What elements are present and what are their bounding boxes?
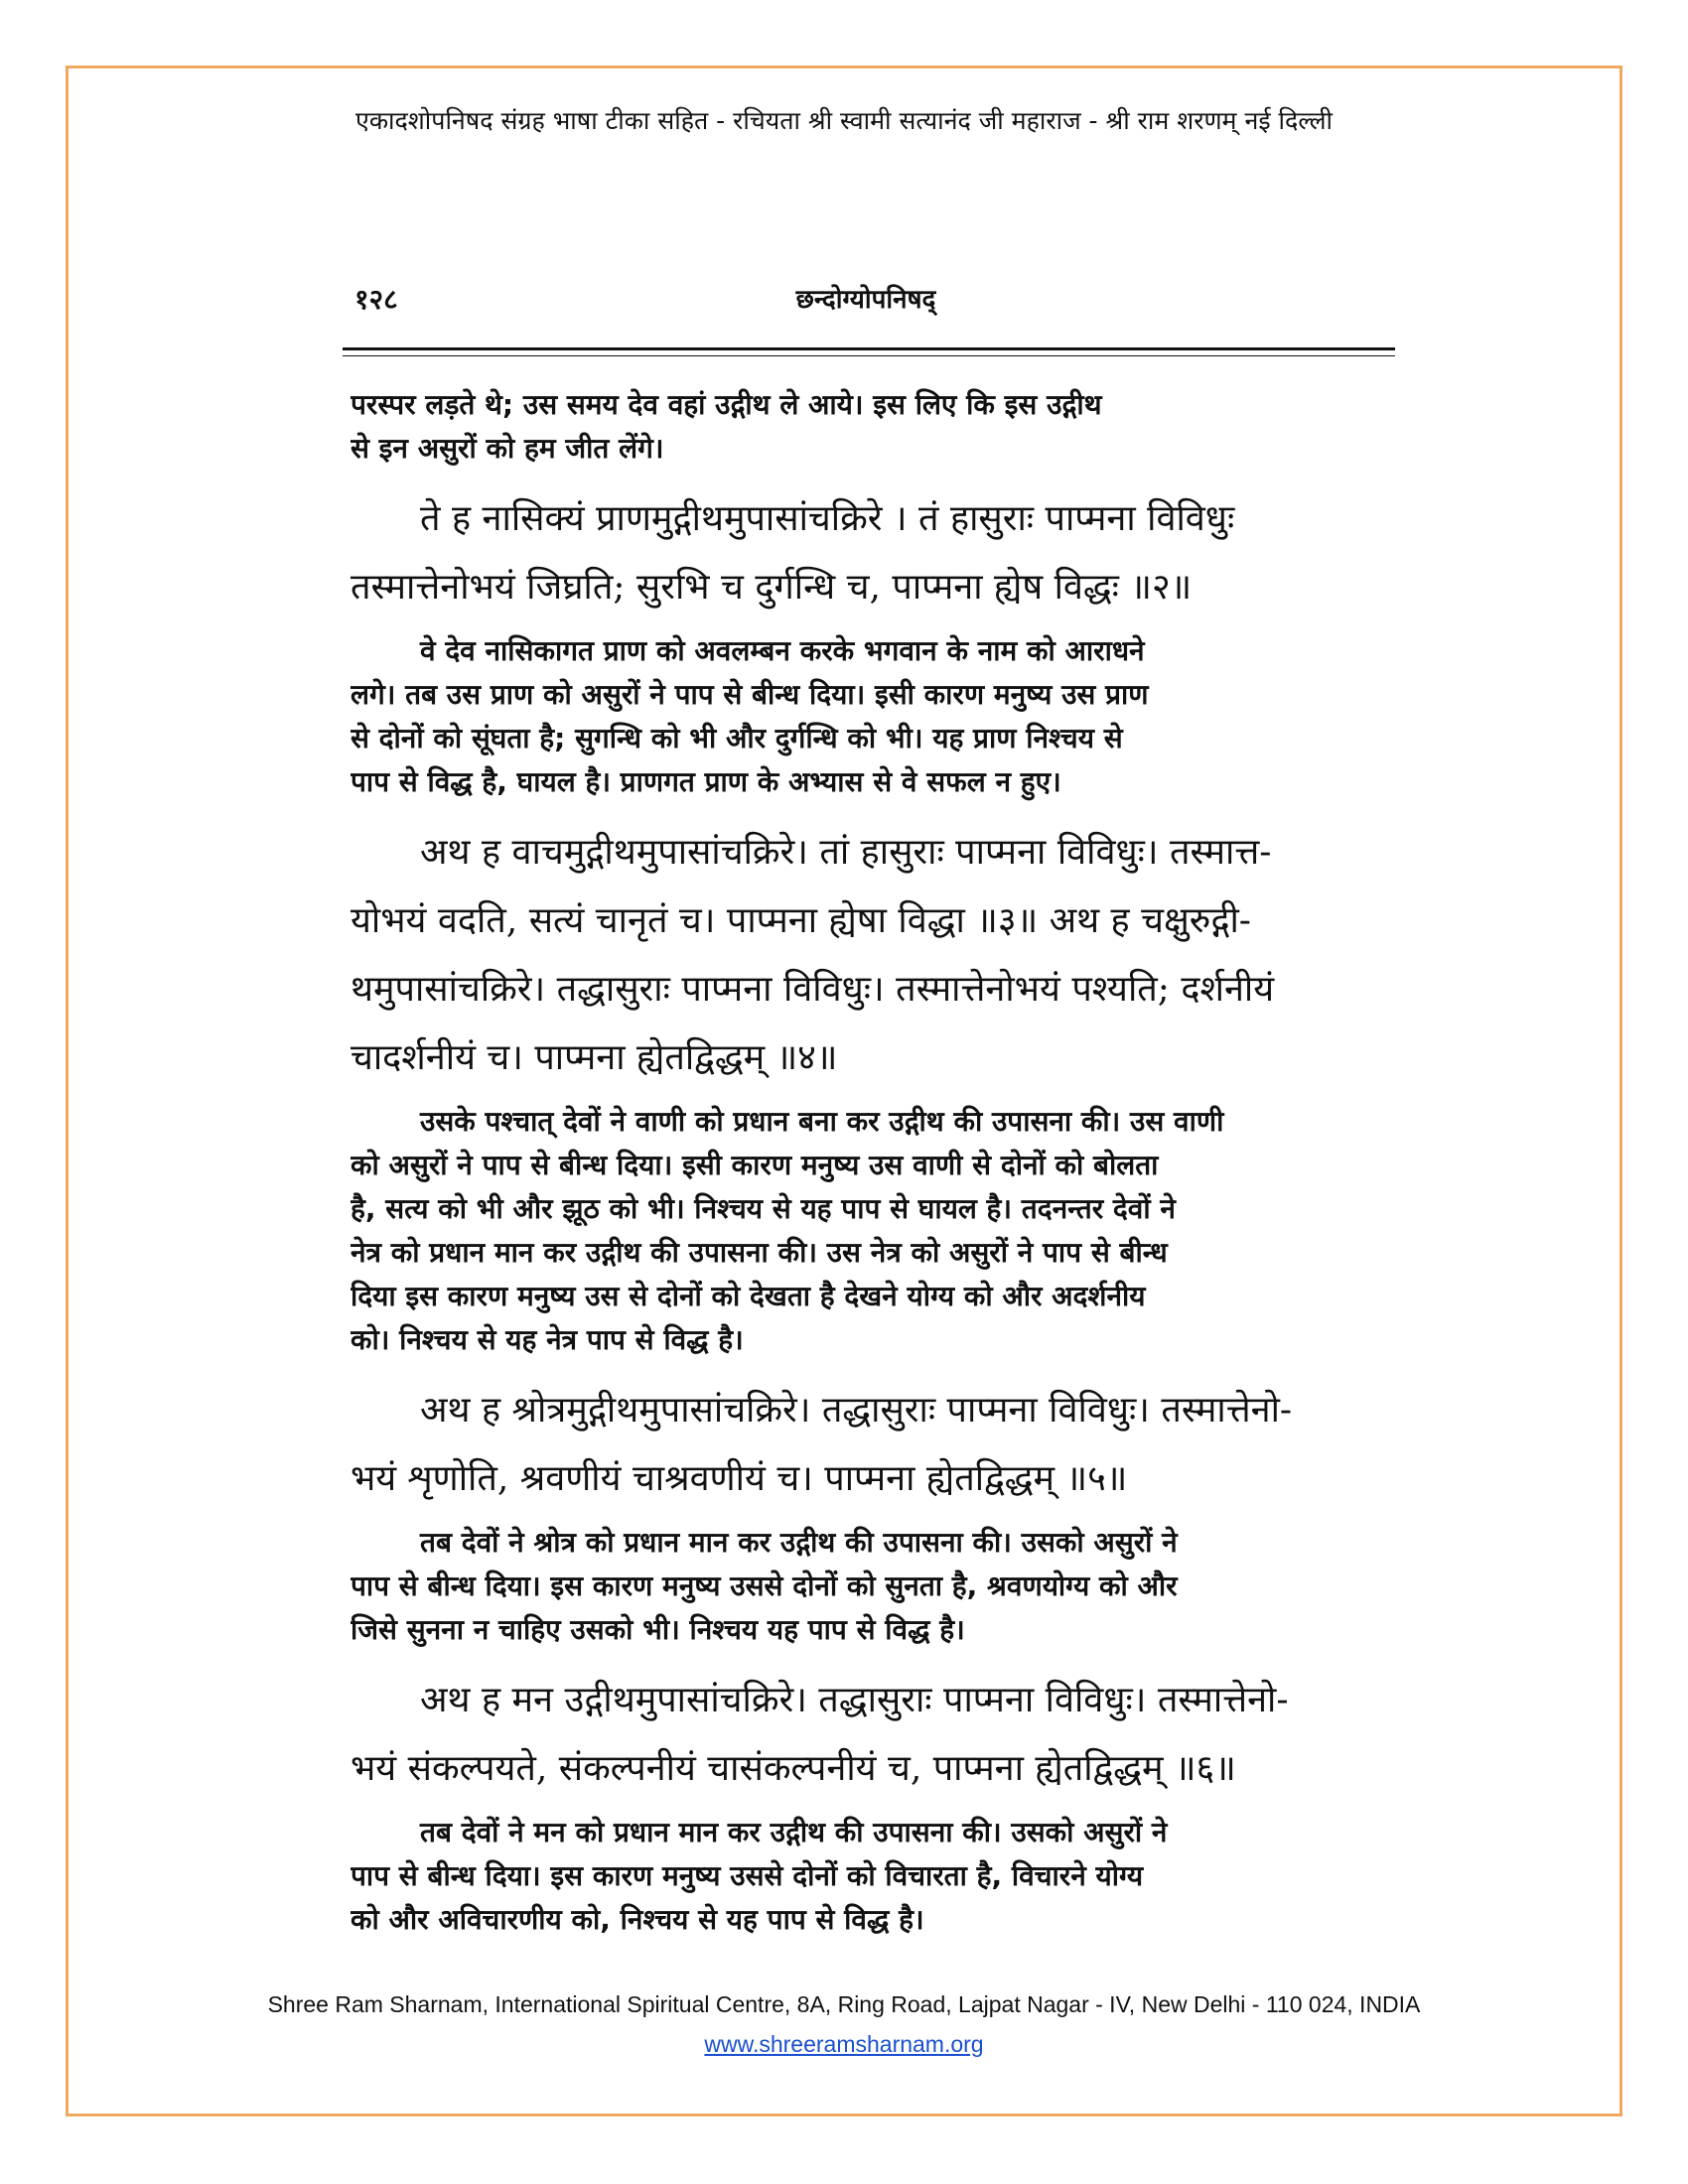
text-line: परस्पर लड़ते थे; उस समय देव वहां उद्गीथ ले आये। इस लिए कि इस उद्गीथ — [351, 388, 1102, 421]
scanned-page — [343, 268, 1395, 1971]
text-line: पाप से विद्ध है, घायल है। प्राणगत प्राण के अभ्यास से वे सफल न हुए। — [351, 765, 1061, 798]
website-link[interactable]: www.shreeramsharnam.org — [704, 2031, 984, 2057]
text-line: अथ ह वाचमुद्गीथमुपासांचक्रिरे। तां हासुराः पाप्मना विविधुः। तस्मात्त- — [420, 832, 1272, 873]
text-line: तब देवों ने मन को प्रधान मान कर उद्गीथ की उपासना की। उसको असुरों ने — [420, 1816, 1168, 1848]
text-line: योभयं वदति, सत्यं चानृतं च। पाप्मना ह्येषा विद्धा ॥३॥ अथ ह चक्षुरुद्गी- — [351, 900, 1251, 941]
footer-address: Shree Ram Sharnam, International Spiritual Centre, 8A, Ring Road, Lajpat Nagar - IV, New Delhi - 110 024, INDIA — [267, 1991, 1421, 2017]
page-body — [351, 383, 1393, 1956]
heading-rule-thick — [343, 347, 1395, 350]
text-line: जिसे सुनना न चाहिए उसको भी। निश्चय यह पाप से विद्ध है। — [351, 1613, 965, 1646]
text-line: पाप से बीन्ध दिया। इस कारण मनुष्य उससे दोनों को सुनता है, श्रवणयोग्य को और — [351, 1570, 1178, 1602]
text-line: भयं शृणोति, श्रवणीयं चाश्रवणीयं च। पाप्मना ह्येतद्विद्धम् ॥५॥ — [351, 1458, 1128, 1499]
hindi-commentary — [351, 1521, 1393, 1652]
text-line: को और अविचारणीय को, निश्चय से यह पाप से विद्ध है। — [351, 1903, 924, 1936]
text-line: थमुपासांचक्रिरे। तद्धासुराः पाप्मना विविधुः। तस्मात्तेनोभयं पश्यति; दर्शनीयं — [351, 969, 1275, 1010]
hindi-commentary — [351, 1100, 1393, 1362]
hindi-commentary — [351, 629, 1393, 804]
page-heading — [354, 280, 1377, 320]
page-number: १२८ — [354, 283, 398, 316]
footer-link-container — [0, 2031, 1688, 2058]
text-line: पाप से बीन्ध दिया। इस कारण मनुष्य उससे दोनों को विचारता है, विचारने योग्य — [351, 1859, 1144, 1892]
text-line: नेत्र को प्रधान मान कर उद्गीथ की उपासना की। उस नेत्र को असुरों ने पाप से बीन्ध — [351, 1236, 1168, 1269]
text-line: लगे। तब उस प्राण को असुरों ने पाप से बीन्ध दिया। इसी कारण मनुष्य उस प्राण — [351, 678, 1149, 711]
text-line: तब देवों ने श्रोत्र को प्रधान मान कर उद्गीथ की उपासना की। उसको असुरों ने — [420, 1526, 1178, 1559]
text-line: तस्मात्तेनोभयं जिघ्रति; सुरभि च दुर्गन्धि च, पाप्मना ह्येष विद्धः ॥२॥ — [351, 567, 1193, 608]
text-line: चादर्शनीयं च। पाप्मना ह्येतद्विद्धम् ॥४॥ — [351, 1037, 838, 1078]
text-line: से इन असुरों को हम जीत लेंगे। — [351, 432, 664, 465]
heading-rule-thin — [343, 355, 1395, 356]
text-line: ते ह नासिक्यं प्राणमुद्गीथमुपासांचक्रिरे । तं हासुराः पाप्मना विविधुः — [420, 498, 1235, 539]
document-header: एकादशोपनिषद संग्रह भाषा टीका सहित - रचियता श्री स्वामी सत्यानंद जी महाराज - श्री राम शरणम् नई दिल्ली — [355, 106, 1333, 135]
text-line: से दोनों को सूंघता है; सुगन्धि को भी और दुर्गन्धि को भी। यह प्राण निश्चय से — [351, 722, 1123, 754]
text-line: वे देव नासिकागत प्राण को अवलम्बन करके भगवान के नाम को आराधने — [420, 634, 1145, 667]
text-line: अथ ह मन उद्गीथमुपासांचक्रिरे। तद्धासुराः पाप्मना विविधुः। तस्मात्तेनो- — [420, 1680, 1289, 1720]
text-line: है, सत्य को भी और झूठ को भी। निश्चय से यह पाप से घायल है। तदनन्तर देवों ने — [351, 1192, 1176, 1225]
hindi-commentary — [351, 1811, 1393, 1942]
text-line: को असुरों ने पाप से बीन्ध दिया। इसी कारण मनुष्य उस वाणी से दोनों को बोलता — [351, 1149, 1159, 1181]
sanskrit-verse — [351, 818, 1393, 1092]
text-line: दिया इस कारण मनुष्य उस से दोनों को देखता है देखने योग्य को और अदर्शनीय — [351, 1280, 1146, 1312]
text-line: अथ ह श्रोत्रमुद्गीथमुपासांचक्रिरे। तद्धासुराः पाप्मना विविधुः। तस्मात्तेनो- — [420, 1390, 1293, 1431]
page-title: छन्दोग्योपनिषद् — [795, 285, 936, 315]
sanskrit-verse — [351, 1376, 1393, 1513]
text-line: भयं संकल्पयते, संकल्पनीयं चासंकल्पनीयं च, पाप्मना ह्येतद्विद्धम् ॥६॥ — [351, 1748, 1236, 1789]
text-line: उसके पश्चात् देवों ने वाणी को प्रधान बना कर उद्गीथ की उपासना की। उस वाणी — [420, 1105, 1224, 1138]
sanskrit-verse — [351, 1666, 1393, 1803]
text-line: को। निश्चय से यह नेत्र पाप से विद्ध है। — [351, 1323, 744, 1356]
sanskrit-verse — [351, 484, 1393, 621]
hindi-commentary — [351, 383, 1393, 471]
